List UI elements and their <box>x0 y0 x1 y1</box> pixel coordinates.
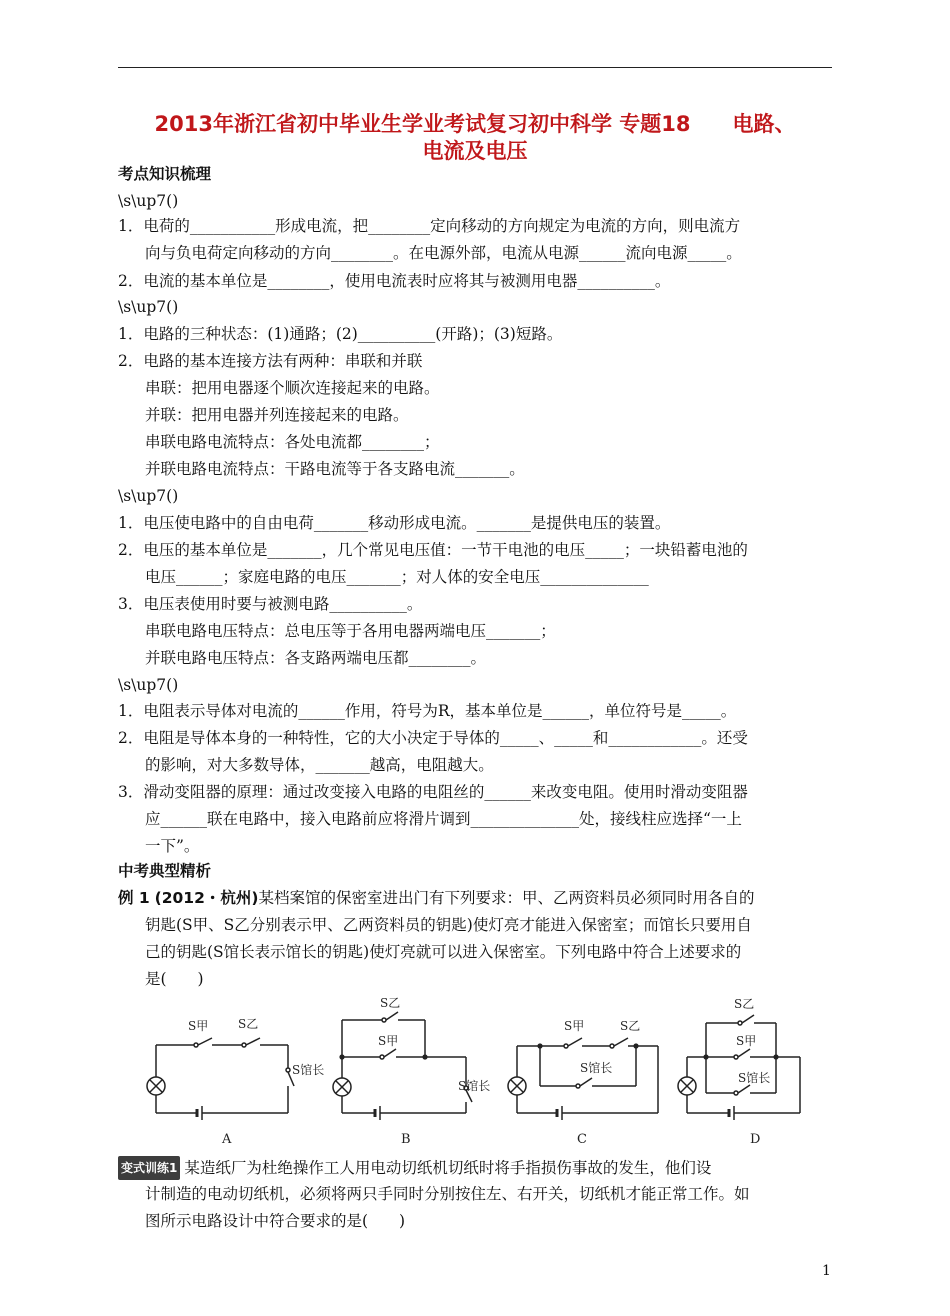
text-line: 2．电流的基本单位是________，使用电流表时应将其与被测用电器__________。 <box>118 272 671 290</box>
switch-label-c-jia: S甲 <box>564 1019 585 1033</box>
circuit-c <box>508 1038 658 1120</box>
text-line: 并联电路电压特点：各支路两端电压都________。 <box>145 649 487 667</box>
section-heading-knowledge: 考点知识梳理 <box>118 165 212 183</box>
example-1-line1 <box>118 887 754 909</box>
page-number: 1 <box>822 1263 831 1279</box>
section-heading-examples: 中考典型精析 <box>118 862 212 880</box>
switch-label-c-yi: S乙 <box>620 1019 641 1033</box>
up7-marker: \s\up7() <box>118 487 179 505</box>
text-line: 2．电阻是导体本身的一种特性，它的大小决定于导体的_____、_____和____________。还受 <box>118 729 748 747</box>
text-line: 2．电路的基本连接方法有两种：串联和并联 <box>118 352 423 370</box>
switch-label-b-yi: S乙 <box>380 996 401 1010</box>
circuit-a <box>147 1038 294 1120</box>
variant-line2: 计制造的电动切纸机，必须将两只手同时分别按住左、右开关，切纸机才能正常工作。如 <box>145 1185 750 1203</box>
text-line: 串联电路电压特点：总电压等于各用电器两端电压_______； <box>145 622 556 640</box>
text-line: 1．电路的三种状态：(1)通路；(2)__________(开路)；(3)短路。 <box>118 325 563 343</box>
header-rule <box>118 67 832 68</box>
switch-label-b-guan: S馆长 <box>458 1079 491 1093</box>
text-line: 1．电荷的___________形成电流，把________定向移动的方向规定为电流的方向，则电流方 <box>118 217 741 235</box>
example-source: (2012・杭州) <box>154 889 259 907</box>
text-line: 3．电压表使用时要与被测电路__________。 <box>118 595 423 613</box>
switch-label-d-yi: S乙 <box>734 997 755 1011</box>
up7-marker: \s\up7() <box>118 676 179 694</box>
switch-label-a-jia: S甲 <box>188 1019 209 1033</box>
text-line: 2．电压的基本单位是_______，几个常见电压值：一节干电池的电压_____；一块铅蓄电池的 <box>118 541 748 559</box>
variant-text: 某造纸厂为杜绝操作工人用电动切纸机切纸时将手指损伤事故的发生，他们设 <box>184 1159 712 1177</box>
text-line: 并联：把用电器并列连接起来的电路。 <box>145 406 409 424</box>
up7-marker: \s\up7() <box>118 192 179 210</box>
option-label-d: D <box>750 1132 761 1147</box>
doc-title-line2: 电流及电压 <box>422 139 528 163</box>
example-1-line4: 是( ) <box>145 970 204 988</box>
variant-line1 <box>118 1156 711 1180</box>
text-line: 一下”。 <box>145 837 200 855</box>
text-line: 串联：把用电器逐个顺次连接起来的电路。 <box>145 379 440 397</box>
circuit-b <box>333 1012 472 1120</box>
variant-badge: 变式训练1 <box>118 1156 180 1180</box>
text-line: 串联电路电流特点：各处电流都________； <box>145 433 440 451</box>
option-label-c: C <box>577 1132 587 1147</box>
text-line: 1．电阻表示导体对电流的______作用，符号为R，基本单位是______，单位符号是_____。 <box>118 702 737 720</box>
switch-label-a-yi: S乙 <box>238 1017 259 1031</box>
example-1-line3: 己的钥匙(S馆长表示馆长的钥匙)使灯亮就可以进入保密室。下列电路中符合上述要求的 <box>145 943 742 961</box>
doc-title-line1: 2013年浙江省初中毕业生学业考试复习初中科学 专题18 电路、 <box>154 112 796 136</box>
switch-label-b-jia: S甲 <box>378 1034 399 1048</box>
example-label: 例 1 <box>118 889 150 907</box>
up7-marker: \s\up7() <box>118 298 179 316</box>
text-line: 并联电路电流特点：干路电流等于各支路电流_______。 <box>145 460 525 478</box>
text-line: 向与负电荷定向移动的方向________。在电源外部，电流从电源______流向电源_____。 <box>145 244 742 262</box>
option-label-b: B <box>401 1132 411 1147</box>
switch-label-c-guan: S馆长 <box>580 1061 613 1075</box>
switch-label-d-jia: S甲 <box>736 1034 757 1048</box>
text-line: 应______联在电路中，接入电路前应将滑片调到______________处，接线柱应选择“一上 <box>145 810 742 828</box>
text-line: 电压______；家庭电路的电压_______；对人体的安全电压______________ <box>145 568 649 586</box>
example-1-line2: 钥匙(S甲、S乙分别表示甲、乙两资料员的钥匙)使灯亮才能进入保密室；而馆长只要用自 <box>145 916 752 934</box>
circuit-figure <box>140 990 820 1152</box>
text-line: 3．滑动变阻器的原理：通过改变接入电路的电阻丝的______来改变电阻。使用时滑动变阻器 <box>118 783 748 801</box>
variant-line3: 图所示电路设计中符合要求的是( ) <box>145 1212 406 1230</box>
example-text: 某档案馆的保密室进出门有下列要求：甲、乙两资料员必须同时用各自的 <box>258 889 755 907</box>
text-line: 1．电压使电路中的自由电荷_______移动形成电流。_______是提供电压的装置。 <box>118 514 671 532</box>
switch-label-d-guan: S馆长 <box>738 1071 771 1085</box>
text-line: 的影响，对大多数导体，_______越高，电阻越大。 <box>145 756 494 774</box>
option-label-a: A <box>222 1132 232 1147</box>
switch-label-a-guan: S馆长 <box>292 1063 325 1077</box>
circuit-d <box>678 1015 800 1120</box>
